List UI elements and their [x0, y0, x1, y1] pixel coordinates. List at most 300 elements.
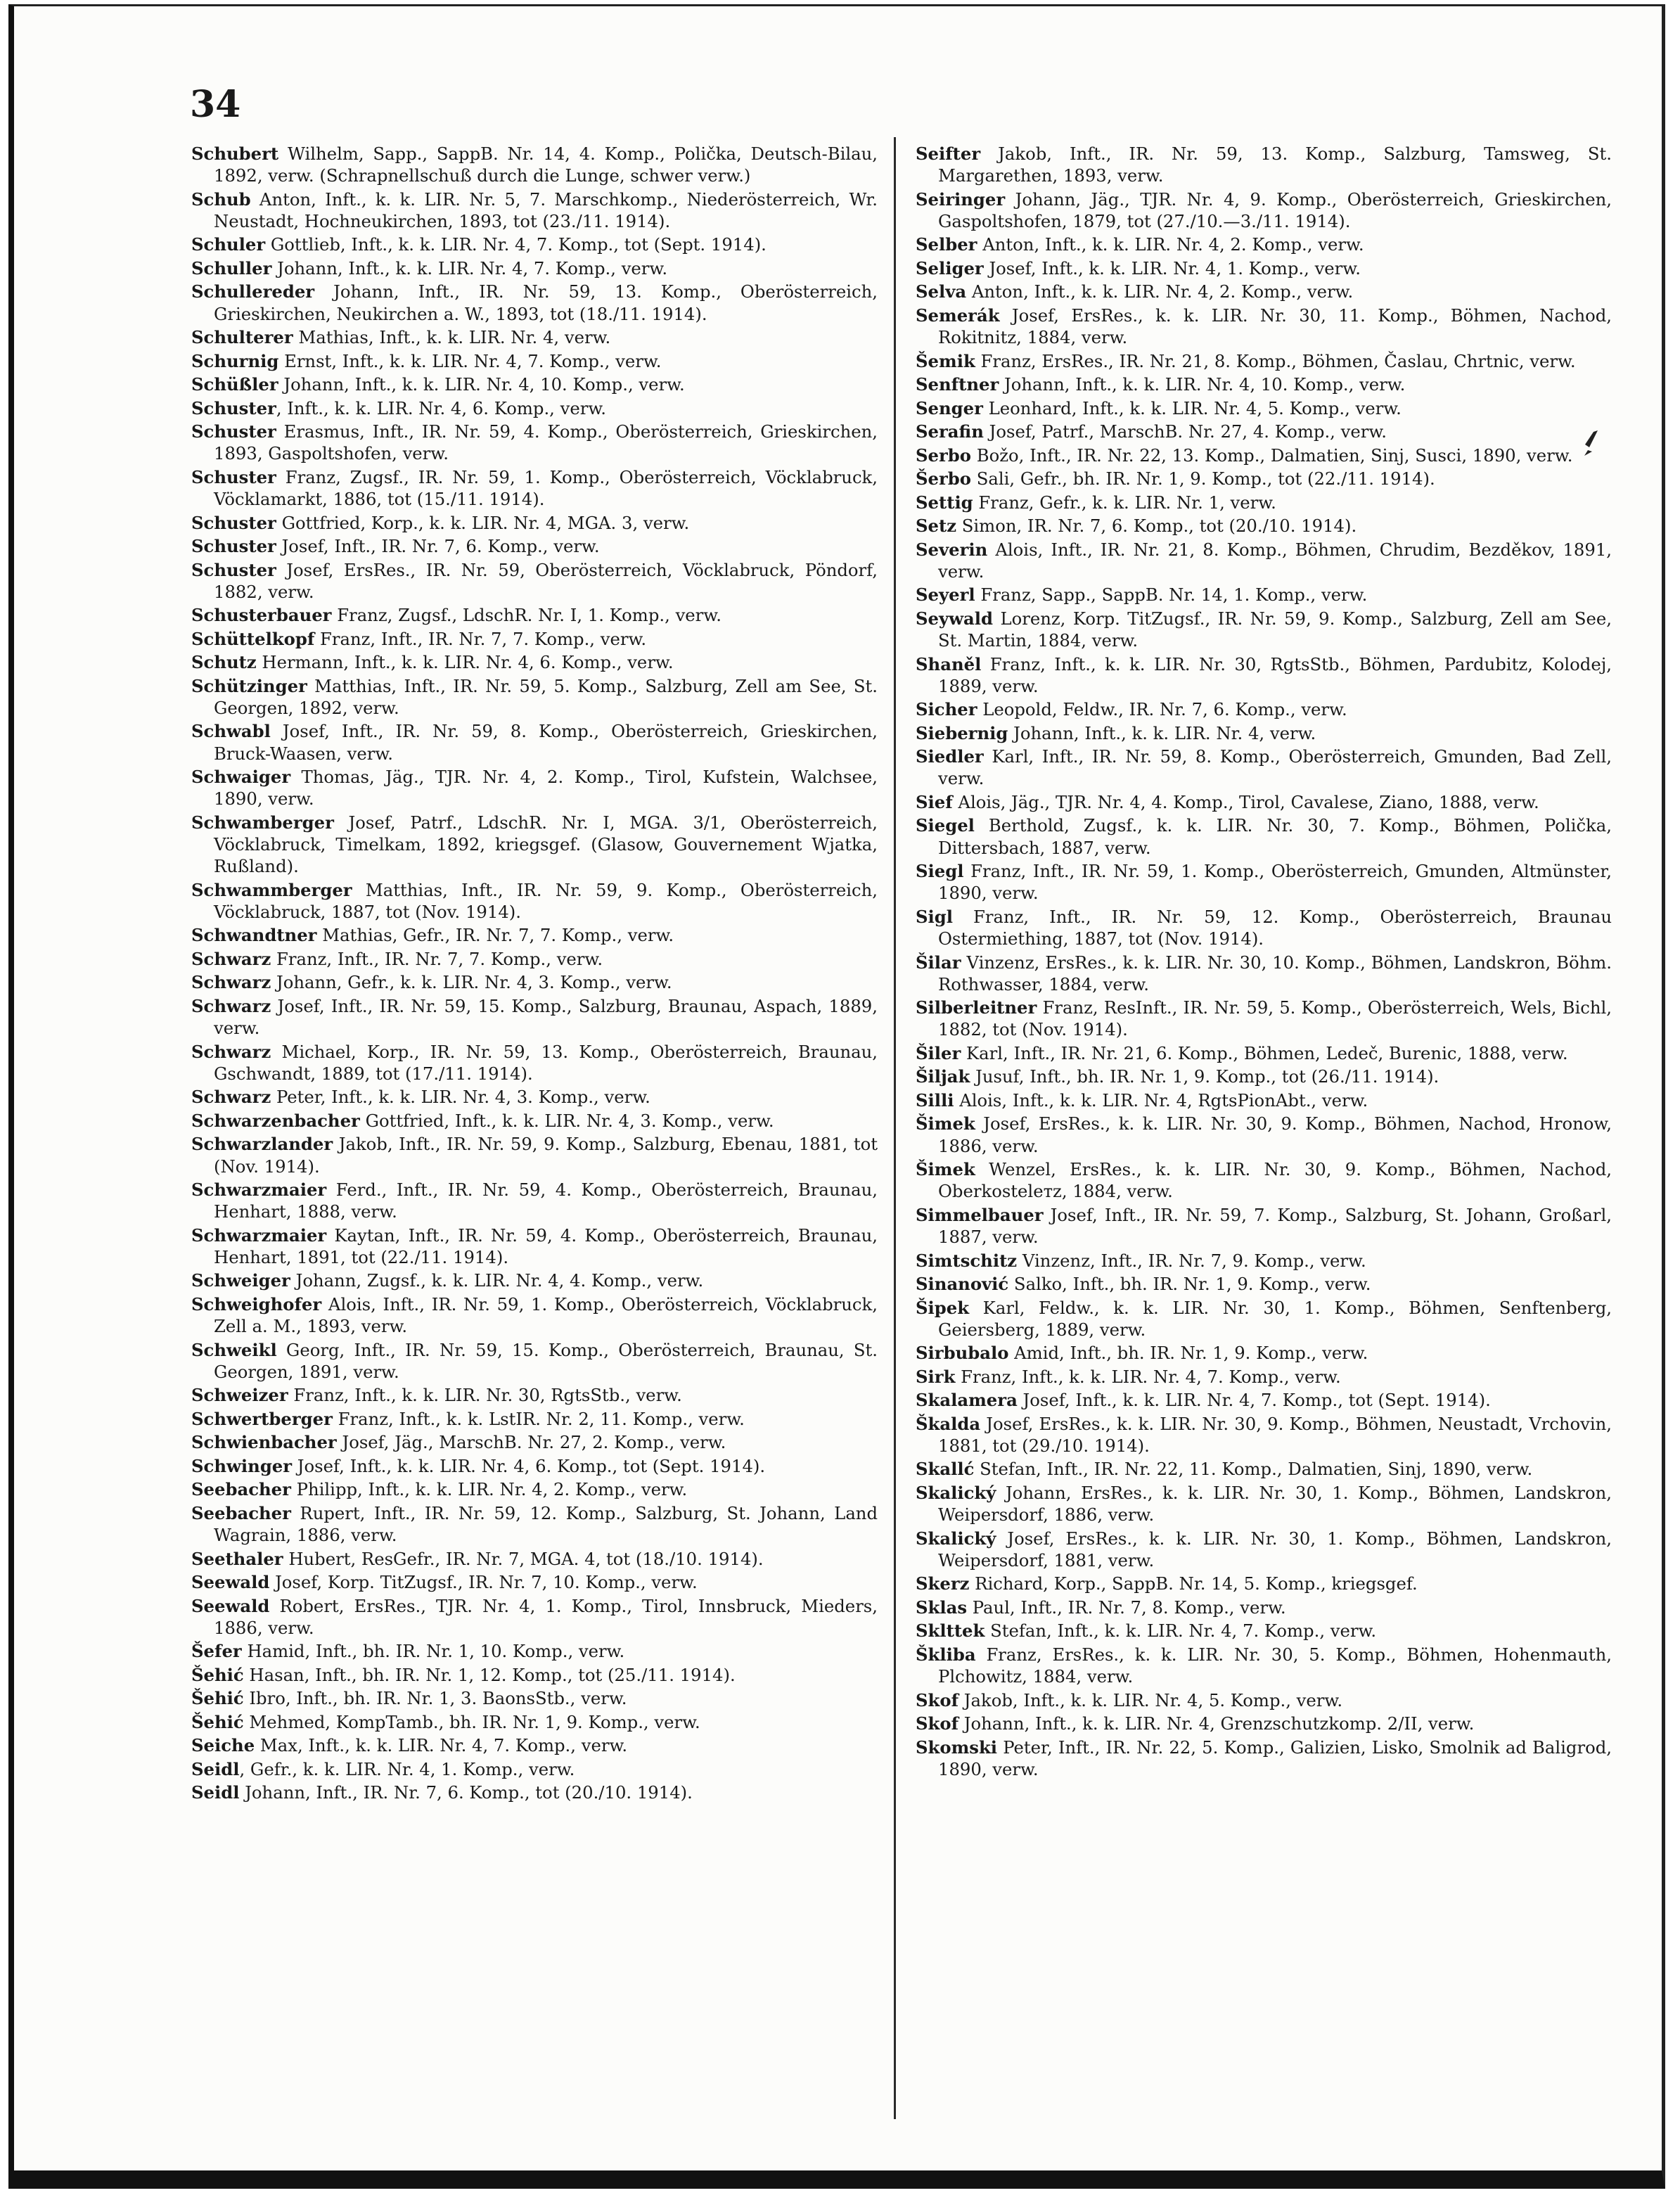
- entry-details: Philipp, Inft., k. k. LIR. Nr. 4, 2. Komp., verw.: [290, 1479, 688, 1500]
- entry-surname: Schwarzmaier: [191, 1224, 327, 1246]
- entry-surname: Šerbo: [916, 468, 972, 490]
- entry-surname: Siedler: [916, 746, 984, 767]
- entry: [916, 1158, 1612, 1202]
- entry-details: Josef, ErsRes., k. k. LIR. Nr. 30, 9. Komp., Böhmen, Neustadt, Vrchovin, 1881, tot (29./10. 1914).: [938, 1413, 1612, 1456]
- entry-surname: Schuster: [191, 397, 276, 418]
- entry: [191, 373, 878, 395]
- entry-details: Simon, IR. Nr. 7, 6. Komp., tot (20./10. 1914).: [956, 516, 1357, 537]
- entry: [916, 1689, 1612, 1711]
- entry: [916, 1458, 1612, 1480]
- entry: [916, 584, 1612, 606]
- entry: [191, 1133, 878, 1177]
- entry-details: Vinzenz, ErsRes., k. k. LIR. Nr. 30, 10. Komp., Böhmen, Landskron, Böhm. Rothwasser, 1884, verw.: [938, 952, 1612, 995]
- entry-details: Sali, Gefr., bh. IR. Nr. 1, 9. Komp., tot (22./11. 1914).: [971, 468, 1435, 490]
- entry-surname: Šehić: [191, 1688, 244, 1709]
- entry-surname: Siebernig: [916, 722, 1008, 743]
- entry-surname: Setz: [916, 516, 957, 537]
- entry-details: Josef, ErsRes., IR. Nr. 59, Oberösterreich, Vöcklabruck, Pöndorf, 1882, verw.: [214, 559, 878, 602]
- entry: [916, 445, 1612, 466]
- entry: [916, 281, 1612, 302]
- entry-surname: Šiljak: [916, 1066, 970, 1087]
- entry: [191, 1734, 878, 1756]
- entry-details: Josef, ErsRes., k. k. LIR. Nr. 30, 9. Komp., Böhmen, Nachod, Hronow, 1886, verw.: [938, 1113, 1612, 1156]
- entry: [916, 539, 1612, 582]
- entry-details: Karl, Feldw., k. k. LIR. Nr. 30, 1. Komp., Böhmen, Senftenberg, Geiersberg, 1889, verw.: [938, 1297, 1612, 1340]
- entry-details: Erasmus, Inft., IR. Nr. 59, 4. Komp., Oberösterreich, Grieskirchen, 1893, Gaspoltshofen, verw.: [214, 421, 878, 464]
- entry-surname: Schwaiger: [191, 767, 291, 788]
- page-number: 34: [190, 83, 241, 126]
- entry-details: Franz, Inft., IR. Nr. 7, 7. Komp., verw.: [271, 948, 603, 969]
- entry-surname: Skalický: [916, 1528, 996, 1549]
- entry-surname: Schwarzlander: [191, 1134, 333, 1155]
- entry-details: Josef, Inft., k. k. LIR. Nr. 4, 1. Komp., verw.: [983, 257, 1361, 279]
- entry-surname: Škalda: [916, 1413, 981, 1434]
- entry-surname: Schuster: [191, 512, 276, 533]
- entry: [916, 492, 1612, 513]
- entry-surname: Seebacher: [191, 1502, 291, 1523]
- entry-details: Matthias, Inft., IR. Nr. 59, 5. Komp., Salzburg, Zell am See, St. Georgen, 1892, verw.: [214, 675, 878, 718]
- entry-surname: Skallć: [916, 1459, 975, 1480]
- entry-surname: Seliger: [916, 257, 984, 279]
- entry: [916, 468, 1612, 490]
- entry-details: Josef, Inft., IR. Nr. 59, 8. Komp., Oberösterreich, Grieskirchen, Bruck-Waasen, verw.: [214, 721, 878, 764]
- entry-details: Jakob, Inft., k. k. LIR. Nr. 4, 5. Komp., verw.: [958, 1689, 1343, 1710]
- entry-surname: Seiringer: [916, 188, 1006, 210]
- entry-surname: Schwarzmaier: [191, 1179, 327, 1201]
- entry-details: Franz, ErsRes., k. k. LIR. Nr. 30, 5. Komp., Böhmen, Hohenmauth, Plchowitz, 1884, verw.: [938, 1644, 1612, 1687]
- entry-surname: Schubert: [191, 143, 279, 164]
- entry-surname: Seethaler: [191, 1548, 283, 1569]
- entry-surname: Severin: [916, 539, 988, 560]
- entry-surname: Settig: [916, 492, 973, 513]
- entry: [191, 948, 878, 970]
- entry: [916, 1089, 1612, 1111]
- entry-surname: Serafin: [916, 421, 984, 442]
- entry-surname: Schuster: [191, 559, 276, 580]
- entry-surname: Šemik: [916, 350, 975, 371]
- entry-details: Michael, Korp., IR. Nr. 59, 13. Komp., Oberösterreich, Braunau, Gschwandt, 1889, tot (17./11. 1914).: [214, 1041, 878, 1084]
- entry: [191, 651, 878, 673]
- right-column: [916, 143, 1612, 1782]
- entry-details: Franz, Zugsf., IR. Nr. 59, 1. Komp., Oberösterreich, Vöcklabruck, Vöcklamarkt, 1886, tot (15./11. 1914).: [214, 466, 878, 510]
- entry-details: Božo, Inft., IR. Nr. 22, 13. Komp., Dalmatien, Sinj, Susci, 1890, verw.: [971, 445, 1573, 466]
- entry: [191, 326, 878, 348]
- entry: [191, 1758, 878, 1780]
- entry-details: Mehmed, KompTamb., bh. IR. Nr. 1, 9. Komp., verw.: [243, 1711, 700, 1732]
- entry-details: Alois, Inft., IR. Nr. 59, 1. Komp., Oberösterreich, Vöcklabruck, Zell a. M., 1893, verw.: [214, 1293, 878, 1337]
- entry: [191, 1270, 878, 1291]
- entry-surname: Schwandtner: [191, 925, 317, 946]
- entry-details: Robert, ErsRes., TJR. Nr. 4, 1. Komp., Tirol, Innsbruck, Mieders, 1886, verw.: [214, 1595, 878, 1638]
- entry-surname: Seyerl: [916, 584, 975, 606]
- entry: [191, 1640, 878, 1662]
- entry-surname: Seebacher: [191, 1479, 291, 1500]
- entry-surname: Seewald: [191, 1572, 270, 1593]
- entry-details: Johann, Gefr., k. k. LIR. Nr. 4, 3. Komp., verw.: [271, 972, 672, 993]
- entry-surname: Siegel: [916, 815, 975, 836]
- entry-details: Josef, ErsRes., k. k. LIR. Nr. 30, 11. Komp., Böhmen, Nachod, Rokitnitz, 1884, verw.: [938, 305, 1612, 348]
- entry: [191, 466, 878, 510]
- entry-surname: Seidl: [191, 1758, 240, 1779]
- column-divider: [894, 137, 896, 2119]
- entry-details: Rupert, Inft., IR. Nr. 59, 12. Komp., Salzburg, St. Johann, Land Wagrain, 1886, verw.: [214, 1502, 878, 1546]
- entry-surname: Silli: [916, 1089, 954, 1111]
- entry-details: Franz, Inft., IR. Nr. 59, 12. Komp., Oberösterreich, Braunau Ostermiething, 1887, tot (Nov. 1914).: [938, 906, 1612, 949]
- entry-details: Franz, Sapp., SappB. Nr. 14, 1. Komp., verw.: [975, 584, 1368, 606]
- entry-details: Paul, Inft., IR. Nr. 7, 8. Komp., verw.: [967, 1597, 1286, 1618]
- entry-details: Josef, ErsRes., k. k. LIR. Nr. 30, 1. Komp., Böhmen, Landskron, Weipersdorf, 1881, verw.: [938, 1528, 1612, 1571]
- entry-surname: Šipek: [916, 1297, 970, 1318]
- entry-details: Matthias, Inft., IR. Nr. 59, 9. Komp., Oberösterreich, Vöcklabruck, 1887, tot (Nov. 1914).: [214, 879, 878, 922]
- entry-details: Wilhelm, Sapp., SappB. Nr. 14, 4. Komp., Polička, Deutsch-Bilau, 1892, verw. (Schrapnellschuß durch die Lunge, schwer verw.): [214, 143, 878, 186]
- entry-surname: Schurnig: [191, 350, 279, 371]
- entry-details: Jusuf, Inft., bh. IR. Nr. 1, 9. Komp., tot (26./11. 1914).: [970, 1066, 1439, 1087]
- entry-details: Gottlieb, Inft., k. k. LIR. Nr. 4, 7. Komp., tot (Sept. 1914).: [265, 234, 767, 255]
- entry-surname: Sirk: [916, 1366, 956, 1387]
- entry: [916, 997, 1612, 1040]
- entry: [191, 1408, 878, 1430]
- entry-surname: Skerz: [916, 1573, 970, 1594]
- entry: [191, 1478, 878, 1500]
- entry: [916, 608, 1612, 651]
- entry-details: Ernst, Inft., k. k. LIR. Nr. 4, 7. Komp., verw.: [278, 350, 662, 371]
- entry-surname: Schutz: [191, 652, 257, 673]
- entry-details: Hasan, Inft., bh. IR. Nr. 1, 12. Komp., tot (25./11. 1914).: [243, 1664, 736, 1685]
- entry: [916, 952, 1612, 995]
- left-column: [191, 143, 878, 1805]
- entry-surname: Schweiger: [191, 1270, 290, 1291]
- entry-surname: Schuller: [191, 257, 272, 279]
- entry-details: Franz, Inft., k. k. LstIR. Nr. 2, 11. Komp., verw.: [332, 1408, 745, 1429]
- entry-details: Franz, Inft., IR. Nr. 7, 7. Komp., verw.: [314, 628, 647, 649]
- entry-details: Alois, Inft., k. k. LIR. Nr. 4, RgtsPionAbt., verw.: [954, 1089, 1368, 1111]
- entry: [916, 1644, 1612, 1687]
- entry: [191, 1431, 878, 1453]
- entry-details: Josef, Inft., IR. Nr. 59, 15. Komp., Salzburg, Braunau, Aspach, 1889, verw.: [214, 995, 878, 1039]
- entry-details: Hubert, ResGefr., IR. Nr. 7, MGA. 4, tot (18./10. 1914).: [283, 1548, 764, 1569]
- entry: [916, 722, 1612, 744]
- entry: [916, 1389, 1612, 1411]
- entry-details: Franz, Inft., IR. Nr. 59, 1. Komp., Oberösterreich, Gmunden, Altmünster, 1890, verw.: [938, 861, 1612, 904]
- entry-details: Kaytan, Inft., IR. Nr. 59, 4. Komp., Oberösterreich, Braunau, Henhart, 1891, tot (22./11. 1914).: [214, 1224, 878, 1267]
- entry-details: Peter, Inft., IR. Nr. 22, 5. Komp., Galizien, Lisko, Smolnik ad Baligrod, 1890, verw.: [938, 1737, 1612, 1779]
- entry-details: Thomas, Jäg., TJR. Nr. 4, 2. Komp., Tirol, Kufstein, Walchsee, 1890, verw.: [214, 767, 878, 810]
- entry-details: Hamid, Inft., bh. IR. Nr. 1, 10. Komp., verw.: [241, 1641, 625, 1662]
- entry-surname: Schuster: [191, 536, 276, 557]
- entry: [191, 1293, 878, 1337]
- entry: [191, 512, 878, 534]
- entry: [916, 1713, 1612, 1734]
- entry-surname: Schüttelkopf: [191, 628, 315, 649]
- entry: [916, 373, 1612, 395]
- entry-details: Johann, Inft., k. k. LIR. Nr. 4, 7. Komp., verw.: [271, 257, 668, 279]
- entry-surname: Skalický: [916, 1482, 996, 1503]
- entry: [191, 766, 878, 810]
- entry-surname: Seewald: [191, 1595, 270, 1616]
- entry: [916, 397, 1612, 419]
- entry-details: Vinzenz, Inft., IR. Nr. 7, 9. Komp., verw.: [1017, 1250, 1366, 1271]
- entry: [191, 1782, 878, 1803]
- entry-surname: Šiler: [916, 1042, 961, 1063]
- entry-surname: Selber: [916, 234, 977, 255]
- entry-surname: Sicher: [916, 699, 977, 720]
- entry-details: Johann, Inft., IR. Nr. 7, 6. Komp., tot (20./10. 1914).: [239, 1782, 693, 1803]
- pencil-mark-icon: [1582, 429, 1601, 457]
- entry: [916, 746, 1612, 789]
- entry: [191, 1110, 878, 1132]
- entry-details: Franz, Zugsf., LdschR. Nr. I, 1. Komp., verw.: [331, 605, 722, 626]
- entry-details: Gottfried, Korp., k. k. LIR. Nr. 4, MGA. 3, verw.: [276, 512, 690, 533]
- entry-details: , Gefr., k. k. LIR. Nr. 4, 1. Komp., verw.: [239, 1758, 575, 1779]
- entry-details: Franz, ResInft., IR. Nr. 59, 5. Komp., Oberösterreich, Wels, Bichl, 1882, tot (Nov. 1914).: [938, 997, 1612, 1040]
- entry-surname: Schützinger: [191, 675, 307, 696]
- entry: [191, 1595, 878, 1639]
- entry-details: , Inft., k. k. LIR. Nr. 4, 6. Komp., verw.: [276, 397, 606, 418]
- entry-surname: Schweizer: [191, 1385, 288, 1406]
- entry-surname: Siegl: [916, 861, 964, 882]
- entry-surname: Schwertberger: [191, 1408, 333, 1429]
- entry: [191, 812, 878, 878]
- entry-details: Ibro, Inft., bh. IR. Nr. 1, 3. BaonsStb., verw.: [243, 1688, 627, 1709]
- entry-surname: Serbo: [916, 445, 972, 466]
- entry-details: Franz, Inft., k. k. LIR. Nr. 30, RgtsStb., verw.: [288, 1385, 682, 1406]
- entry-surname: Seiche: [191, 1735, 255, 1756]
- entry-details: Mathias, Gefr., IR. Nr. 7, 7. Komp., verw.: [316, 925, 674, 946]
- entry: [191, 1455, 878, 1477]
- entry: [916, 1113, 1612, 1156]
- entry-details: Richard, Korp., SappB. Nr. 14, 5. Komp., kriegsgef.: [969, 1573, 1418, 1594]
- entry: [916, 1413, 1612, 1457]
- entry-details: Gottfried, Inft., k. k. LIR. Nr. 4, 3. Komp., verw.: [359, 1110, 774, 1131]
- entry-surname: Seywald: [916, 608, 994, 629]
- entry-details: Karl, Inft., IR. Nr. 21, 6. Komp., Böhmen, Ledeč, Burenic, 1888, verw.: [961, 1042, 1568, 1063]
- entry-surname: Sklas: [916, 1597, 968, 1618]
- entry: [191, 234, 878, 255]
- entry-surname: Semerák: [916, 305, 1000, 326]
- entry-details: Berthold, Zugsf., k. k. LIR. Nr. 30, 7. Komp., Böhmen, Polička, Dittersbach, 1887, verw.: [938, 815, 1612, 858]
- entry: [916, 906, 1612, 949]
- entry: [191, 188, 878, 232]
- entry-details: Jakob, Inft., IR. Nr. 59, 13. Komp., Salzburg, Tamsweg, St. Margarethen, 1893, verw.: [938, 143, 1612, 186]
- entry-details: Johann, ErsRes., k. k. LIR. Nr. 30, 1. Komp., Böhmen, Landskron, Weipersdorf, 1886, verw.: [938, 1482, 1612, 1526]
- entry: [916, 1737, 1612, 1780]
- entry: [916, 143, 1612, 186]
- entry-details: Alois, Inft., IR. Nr. 21, 8. Komp., Böhmen, Chrudim, Bezděkov, 1891, verw.: [938, 539, 1612, 582]
- entry-surname: Seifter: [916, 143, 981, 164]
- entry-surname: Schüßler: [191, 374, 278, 395]
- entry-surname: Škliba: [916, 1644, 976, 1665]
- entry: [191, 1384, 878, 1406]
- entry-surname: Skof: [916, 1689, 959, 1710]
- entry-surname: Schwarz: [191, 972, 271, 993]
- entry-details: Anton, Inft., k. k. LIR. Nr. 4, 2. Komp., verw.: [977, 234, 1364, 255]
- entry-details: Lorenz, Korp. TitZugsf., IR. Nr. 59, 9. Komp., Salzburg, Zell am See, St. Martin, 1884, verw.: [938, 608, 1612, 651]
- entry-details: Jakob, Inft., IR. Nr. 59, 9. Komp., Salzburg, Ebenau, 1881, tot (Nov. 1914).: [214, 1134, 878, 1177]
- entry: [191, 559, 878, 603]
- entry-surname: Schwarz: [191, 995, 271, 1016]
- entry-details: Salko, Inft., bh. IR. Nr. 1, 9. Komp., verw.: [1008, 1274, 1371, 1295]
- entry: [916, 860, 1612, 904]
- entry: [191, 281, 878, 324]
- entry-details: Stefan, Inft., k. k. LIR. Nr. 4, 7. Komp., verw.: [985, 1620, 1377, 1642]
- entry: [191, 350, 878, 372]
- entry-surname: Schwammberger: [191, 879, 352, 900]
- entry: [191, 1041, 878, 1085]
- entry: [191, 924, 878, 946]
- entry: [916, 257, 1612, 279]
- entry: [191, 720, 878, 764]
- entry: [191, 257, 878, 279]
- entry-surname: Schwarz: [191, 948, 271, 969]
- entry-details: Johann, Zugsf., k. k. LIR. Nr. 4, 4. Komp., verw.: [290, 1270, 704, 1291]
- entry-details: Georg, Inft., IR. Nr. 59, 15. Komp., Oberösterreich, Braunau, St. Georgen, 1891, verw.: [214, 1339, 878, 1382]
- entry-surname: Simmelbauer: [916, 1204, 1044, 1225]
- entry-surname: Sklttek: [916, 1620, 985, 1642]
- entry: [191, 971, 878, 993]
- entry-details: Amid, Inft., bh. IR. Nr. 1, 9. Komp., verw.: [1008, 1343, 1368, 1364]
- entry-details: Ferd., Inft., IR. Nr. 59, 4. Komp., Oberösterreich, Braunau, Henhart, 1888, verw.: [214, 1179, 878, 1222]
- entry: [916, 1573, 1612, 1594]
- entry-surname: Šehić: [191, 1711, 244, 1732]
- entry-surname: Schwamberger: [191, 812, 334, 833]
- entry-surname: Schwarz: [191, 1087, 271, 1108]
- entry: [191, 1502, 878, 1546]
- entry-details: Mathias, Inft., k. k. LIR. Nr. 4, verw.: [293, 327, 611, 348]
- entry-details: Franz, Gefr., k. k. LIR. Nr. 1, verw.: [973, 492, 1276, 513]
- entry-surname: Senger: [916, 397, 983, 418]
- entry-details: Franz, Inft., k. k. LIR. Nr. 4, 7. Komp., verw.: [955, 1366, 1341, 1387]
- entry: [191, 421, 878, 464]
- entry-surname: Schub: [191, 188, 251, 210]
- entry: [916, 1597, 1612, 1618]
- entry-surname: Šilar: [916, 952, 961, 973]
- entry: [916, 653, 1612, 697]
- entry: [191, 1224, 878, 1268]
- entry-surname: Sinanović: [916, 1274, 1009, 1295]
- entry: [191, 1339, 878, 1383]
- entry: [916, 188, 1612, 232]
- entry: [191, 1711, 878, 1733]
- entry-surname: Šimek: [916, 1159, 975, 1180]
- entry-details: Josef, Patrf., LdschR. Nr. I, MGA. 3/1, Oberösterreich, Vöcklabruck, Timelkam, 1892, kriegsgef. (Glasow, Gouvernement Wjatka, Rußland).: [214, 812, 878, 877]
- entry-details: Johann, Inft., k. k. LIR. Nr. 4, Grenzschutzkomp. 2/II, verw.: [958, 1713, 1475, 1734]
- entry-details: Josef, Inft., k. k. LIR. Nr. 4, 7. Komp., tot (Sept. 1914).: [1017, 1390, 1491, 1411]
- entry-surname: Selva: [916, 281, 967, 302]
- entry-surname: Simtschitz: [916, 1250, 1018, 1271]
- entry-details: Johann, Inft., k. k. LIR. Nr. 4, 10. Komp., verw.: [278, 374, 685, 395]
- entry: [191, 1548, 878, 1570]
- entry-surname: Sief: [916, 791, 953, 812]
- entry-surname: Schuster: [191, 421, 276, 442]
- entry-surname: Šehić: [191, 1664, 244, 1685]
- entry: [191, 397, 878, 419]
- entry-surname: Sigl: [916, 906, 953, 927]
- entry: [916, 1342, 1612, 1364]
- entry: [916, 1273, 1612, 1295]
- entry: [191, 879, 878, 923]
- entry-surname: Šefer: [191, 1641, 242, 1662]
- entry-details: Johann, Jäg., TJR. Nr. 4, 9. Komp., Oberösterreich, Grieskirchen, Gaspoltshofen, 1879, tot (27./10.—3./11. 1914).: [938, 188, 1612, 231]
- entry: [191, 1687, 878, 1709]
- entry: [191, 535, 878, 557]
- entry-surname: Schuster: [191, 466, 276, 487]
- entry-surname: Skomski: [916, 1737, 998, 1758]
- entry-details: Karl, Inft., IR. Nr. 59, 8. Komp., Oberösterreich, Gmunden, Bad Zell, verw.: [938, 746, 1612, 789]
- entry-details: Josef, Inft., IR. Nr. 59, 7. Komp., Salzburg, St. Johann, Großarl, 1887, verw.: [938, 1204, 1612, 1248]
- entry-details: Anton, Inft., k. k. LIR. Nr. 4, 2. Komp., verw.: [966, 281, 1354, 302]
- entry-surname: Schusterbauer: [191, 605, 332, 626]
- entry-details: Stefan, Inft., IR. Nr. 22, 11. Komp., Dalmatien, Sinj, 1890, verw.: [974, 1459, 1533, 1480]
- entry: [191, 1086, 878, 1108]
- entry-details: Johann, Inft., IR. Nr. 59, 13. Komp., Oberösterreich, Grieskirchen, Neukirchen a. W., 1893, tot (18./11. 1914).: [214, 281, 878, 324]
- entry: [191, 628, 878, 650]
- entry: [916, 698, 1612, 720]
- entry-details: Josef, Inft., IR. Nr. 7, 6. Komp., verw.: [276, 536, 600, 557]
- entry-surname: Schullereder: [191, 281, 315, 302]
- entry-details: Alois, Jäg., TJR. Nr. 4, 4. Komp., Tirol, Cavalese, Ziano, 1888, verw.: [952, 791, 1539, 812]
- entry: [916, 1528, 1612, 1571]
- entry: [916, 1297, 1612, 1341]
- entry: [191, 995, 878, 1039]
- entry-surname: Seidl: [191, 1782, 240, 1803]
- entry-details: Peter, Inft., k. k. LIR. Nr. 4, 3. Komp., verw.: [271, 1087, 650, 1108]
- entry-details: Josef, Patrf., MarschB. Nr. 27, 4. Komp., verw.: [983, 421, 1387, 442]
- entry-details: Franz, Inft., k. k. LIR. Nr. 30, RgtsStb., Böhmen, Pardubitz, Kolodej, 1889, verw.: [938, 653, 1612, 696]
- entry-details: Franz, ErsRes., IR. Nr. 21, 8. Komp., Böhmen, Časlau, Chrtnic, verw.: [975, 350, 1576, 371]
- entry: [191, 604, 878, 626]
- entry: [916, 1366, 1612, 1388]
- entry-details: Leopold, Feldw., IR. Nr. 7, 6. Komp., verw.: [977, 699, 1347, 720]
- entry: [191, 675, 878, 719]
- entry: [916, 1042, 1612, 1064]
- entry-details: Josef, Korp. TitZugsf., IR. Nr. 7, 10. Komp., verw.: [269, 1572, 698, 1593]
- entry-surname: Schwienbacher: [191, 1432, 337, 1453]
- entry: [916, 234, 1612, 255]
- entry: [916, 1482, 1612, 1526]
- entry-surname: Schweighofer: [191, 1293, 322, 1315]
- entry-details: Max, Inft., k. k. LIR. Nr. 4, 7. Komp., verw.: [255, 1735, 628, 1756]
- entry-surname: Schuler: [191, 234, 266, 255]
- entry: [191, 1571, 878, 1593]
- entry: [916, 1204, 1612, 1248]
- entry-details: Anton, Inft., k. k. LIR. Nr. 5, 7. Marschkomp., Niederösterreich, Wr. Neustadt, Hochneukirchen, 1893, tot (23./11. 1914).: [214, 188, 878, 231]
- entry-details: Johann, Inft., k. k. LIR. Nr. 4, 10. Komp., verw.: [999, 374, 1406, 395]
- entry: [916, 1250, 1612, 1272]
- entry-surname: Skof: [916, 1713, 959, 1734]
- entry-surname: Senftner: [916, 374, 999, 395]
- entry-surname: Skalamera: [916, 1390, 1018, 1411]
- entry: [916, 1620, 1612, 1642]
- entry: [191, 1664, 878, 1686]
- entry-surname: Silberleitner: [916, 997, 1037, 1018]
- entry: [191, 1179, 878, 1222]
- entry-details: Josef, Inft., k. k. LIR. Nr. 4, 6. Komp., tot (Sept. 1914).: [292, 1455, 766, 1476]
- entry-surname: Schweikl: [191, 1339, 277, 1360]
- entry-details: Josef, Jäg., MarschB. Nr. 27, 2. Komp., verw.: [336, 1432, 726, 1453]
- entry: [916, 421, 1612, 442]
- entry-surname: Schwarz: [191, 1041, 271, 1062]
- entry: [916, 814, 1612, 858]
- entry: [916, 350, 1612, 372]
- entry-surname: Shaněl: [916, 653, 982, 674]
- entry-surname: Schwarzenbacher: [191, 1110, 360, 1131]
- entry: [916, 515, 1612, 537]
- entry: [916, 305, 1612, 348]
- entry-surname: Šimek: [916, 1113, 975, 1134]
- entry-details: Leonhard, Inft., k. k. LIR. Nr. 4, 5. Komp., verw.: [982, 397, 1402, 418]
- entry-details: Wenzel, ErsRes., k. k. LIR. Nr. 30, 9. Komp., Böhmen, Nachod, Oberkostelетz, 1884, verw.: [938, 1159, 1612, 1202]
- entry-details: Johann, Inft., k. k. LIR. Nr. 4, verw.: [1008, 722, 1316, 743]
